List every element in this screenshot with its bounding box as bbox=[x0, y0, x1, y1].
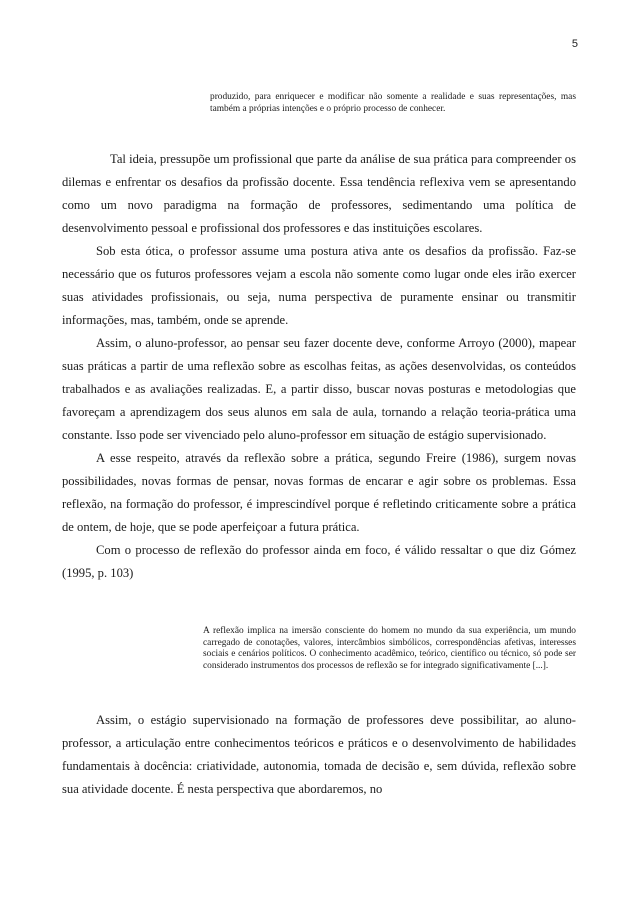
paragraph: A esse respeito, através da reflexão sobre a prática, segundo Freire (1986), surgem novas possibilidades, novas formas de pensar, novas formas de encarar e agir sobre os problemas. Essa reflexão, na formação do professor, é imprescindível porque é refletindo criticamente sobre a prática de ontem, de hoje, que se pode aperfeiçoar a futura prática. bbox=[62, 451, 576, 534]
paragraph: Sob esta ótica, o professor assume uma postura ativa ante os desafios da profissão. Faz-se necessário que os futuros professores vejam a escola não somente como lugar onde eles irão exercer suas atividades profissionais, ou seja, numa perspectiva de puramente ensinar ou transmitir informações, mas, também, onde se aprende. bbox=[62, 244, 576, 327]
block-quote-bottom bbox=[203, 626, 576, 672]
block-quote-top bbox=[210, 92, 576, 115]
body-text-continued bbox=[62, 709, 576, 801]
block-quote-text: A reflexão implica na imersão consciente do homem no mundo da sua experiência, um mundo carregado de conotações, valores, intercâmbios simbólicos, correspondências afetivas, interesses sociais e cenários políticos. O conhecimento acadêmico, teórico, científico ou técnico, só pode ser considerado instrumentos dos processos de reflexão se for integrado significativamente [...]. bbox=[203, 626, 576, 671]
paragraph: Assim, o aluno-professor, ao pensar seu fazer docente deve, conforme Arroyo (2000), mapear suas práticas a partir de uma reflexão sobre as escolhas feitas, as ações desenvolvidas, os conteúdos trabalhados e as avaliações realizadas. E, a partir disso, buscar novas posturas e metodologias que favoreçam a aprendizagem dos seus alunos em sala de aula, tornando a relação teoria-prática uma constante. Isso pode ser vivenciado pelo aluno-professor em situação de estágio supervisionado. bbox=[62, 336, 576, 442]
block-quote-text: produzido, para enriquecer e modificar não somente a realidade e suas representações, mas também a próprias intenções e o próprio processo de conhecer. bbox=[210, 92, 576, 114]
page-number: 5 bbox=[571, 38, 578, 50]
body-text bbox=[62, 148, 576, 585]
paragraph: Com o processo de reflexão do professor ainda em foco, é válido ressaltar o que diz Gómez (1995, p. 103) bbox=[62, 543, 576, 580]
paragraph: Assim, o estágio supervisionado na formação de professores deve possibilitar, ao aluno-professor, a articulação entre conhecimentos teóricos e práticos e o desenvolvimento de habilidades fundamentais à docência: criatividade, autonomia, tomada de decisão e, sem dúvida, reflexão sobre sua atividade docente. É nesta perspectiva que abordaremos, no bbox=[62, 713, 576, 796]
paragraph: Tal ideia, pressupõe um profissional que parte da análise de sua prática para compreender os dilemas e enfrentar os desafios da profissão docente. Essa tendência reflexiva vem se apresentando como um novo paradigma na formação de professores, sedimentando uma política de desenvolvimento pessoal e profissional dos professores e das instituições escolares. bbox=[62, 152, 576, 235]
